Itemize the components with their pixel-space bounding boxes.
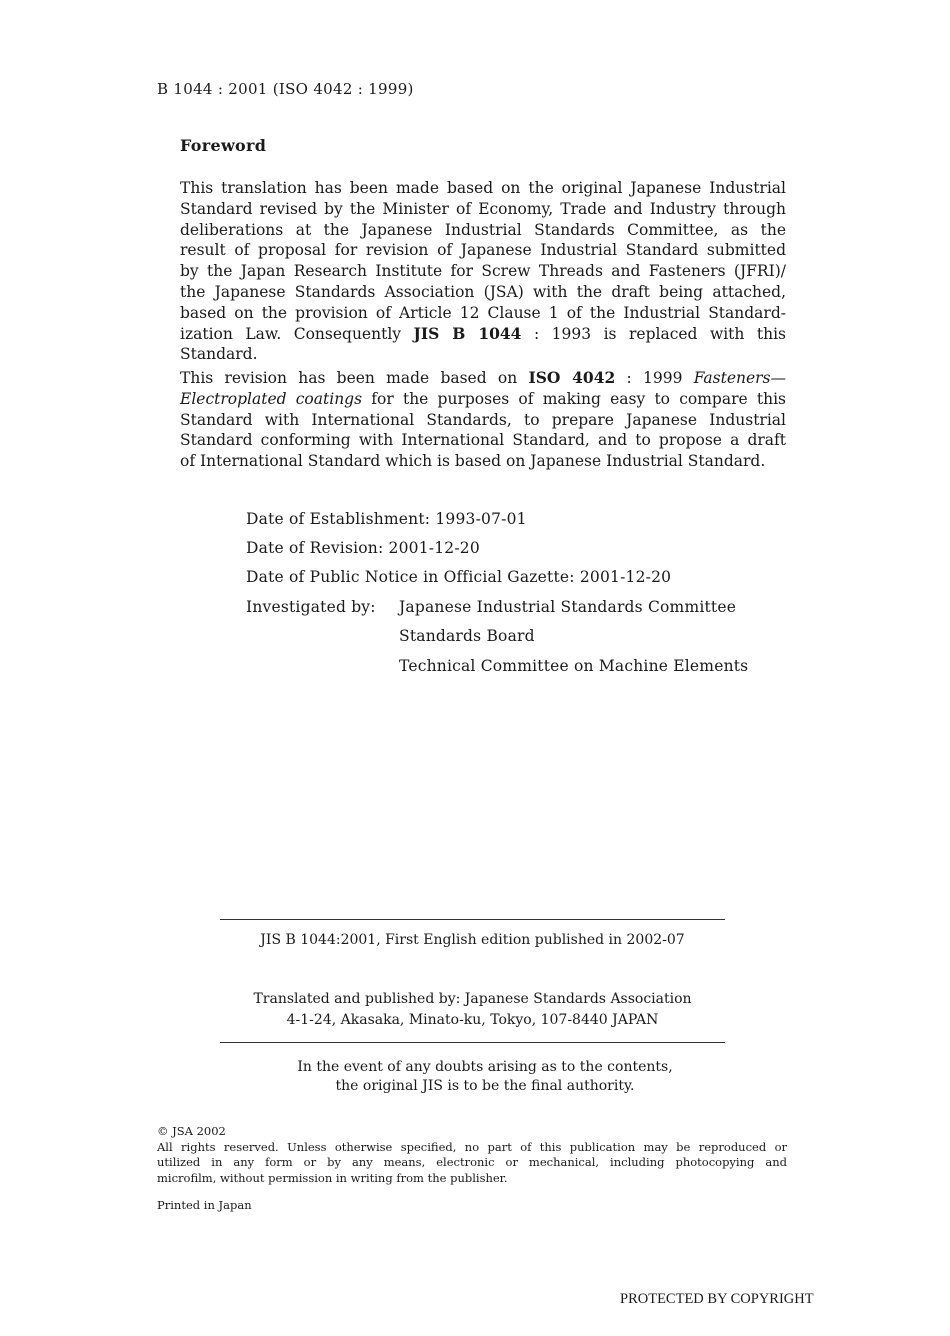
- text-line: result of proposal for revision of Japanese Industrial Standard submitted: [180, 241, 786, 260]
- copyright-owner: © JSA 2002: [157, 1124, 226, 1138]
- date-of-establishment: Date of Establishment: 1993-07-01: [246, 510, 527, 528]
- investigated-by-technical-committee: Technical Committee on Machine Elements: [399, 657, 749, 675]
- edition-line: JIS B 1044:2001, First English edition published in 2002-07: [260, 932, 685, 948]
- copyright-line: utilized in any form or by any means, electronic or mechanical, including photocopying and: [157, 1155, 787, 1169]
- text-line: Standard.: [180, 345, 258, 364]
- text-line: by the Japan Research Institute for Screw Threads and Fasteners (JFRI)/: [180, 262, 786, 281]
- document-code-header: B 1044 : 2001 (ISO 4042 : 1999): [157, 80, 414, 98]
- publisher-address: 4-1-24, Akasaka, Minato-ku, Tokyo, 107-8440 JAPAN: [286, 1012, 659, 1028]
- text-line: based on the provision of Article 12 Clause 1 of the Industrial Standard-: [180, 303, 786, 322]
- text-fragment: ization Law. Consequently: [180, 324, 414, 343]
- text-line: Standard with International Standards, to prepare Japanese Industrial: [180, 410, 786, 429]
- text-line: [180, 368, 786, 389]
- iso-reference: ISO 4042: [528, 368, 616, 387]
- jis-reference: JIS B 1044: [413, 323, 522, 343]
- text-line: This translation has been made based on the original Japanese Industrial: [180, 179, 786, 197]
- divider-bottom: [220, 1042, 725, 1043]
- translated-by-line: Translated and published by: Japanese Standards Association: [253, 991, 692, 1007]
- text-line: Standard revised by the Minister of Economy, Trade and Industry through: [180, 199, 786, 218]
- text-fragment: This revision has been made based on: [180, 369, 529, 387]
- text-line: [180, 324, 786, 345]
- authority-note-line-2: the original JIS is to be the final authority.: [335, 1078, 635, 1094]
- printed-in: Printed in Japan: [157, 1198, 252, 1212]
- copyright-line: All rights reserved. Unless otherwise specified, no part of this publication may be reproduced or: [157, 1139, 787, 1154]
- copyright-block: [157, 1124, 787, 1186]
- text-line: deliberations at the Japanese Industrial Standards Committee, as the: [180, 220, 786, 239]
- text-line: [180, 389, 786, 410]
- text-line: Standard conforming with International Standard, and to propose a draft: [180, 431, 786, 450]
- text-fragment: : 1993 is replaced with this: [521, 324, 787, 343]
- investigated-by-board: Standards Board: [399, 627, 535, 645]
- foreword-heading: Foreword: [180, 136, 267, 155]
- authority-note-line-1: In the event of any doubts arising as to the contents,: [297, 1059, 673, 1075]
- date-of-revision: Date of Revision: 2001-12-20: [246, 539, 480, 557]
- foreword-paragraph-2: [180, 368, 786, 472]
- divider-top: [220, 919, 725, 920]
- copyright-line: microfilm, without permission in writing from the publisher.: [157, 1170, 508, 1185]
- date-of-public-notice: Date of Public Notice in Official Gazette: 2001-12-20: [246, 568, 672, 586]
- text-line: of International Standard which is based on Japanese Industrial Standard.: [180, 452, 766, 471]
- investigated-by-label: Investigated by:: [246, 598, 376, 616]
- foreword-paragraph-1: [180, 178, 786, 365]
- protected-watermark: PROTECTED BY COPYRIGHT: [620, 1291, 814, 1307]
- iso-title-fragment: Fasteners—: [693, 369, 787, 387]
- text-fragment: : 1999: [615, 369, 694, 387]
- investigated-by-committee: Japanese Industrial Standards Committee: [399, 598, 737, 616]
- text-fragment: for the purposes of making easy to compare this: [362, 389, 787, 408]
- iso-title-fragment: Electroplated coatings: [180, 389, 363, 408]
- text-line: the Japanese Standards Association (JSA) with the draft being attached,: [180, 282, 786, 301]
